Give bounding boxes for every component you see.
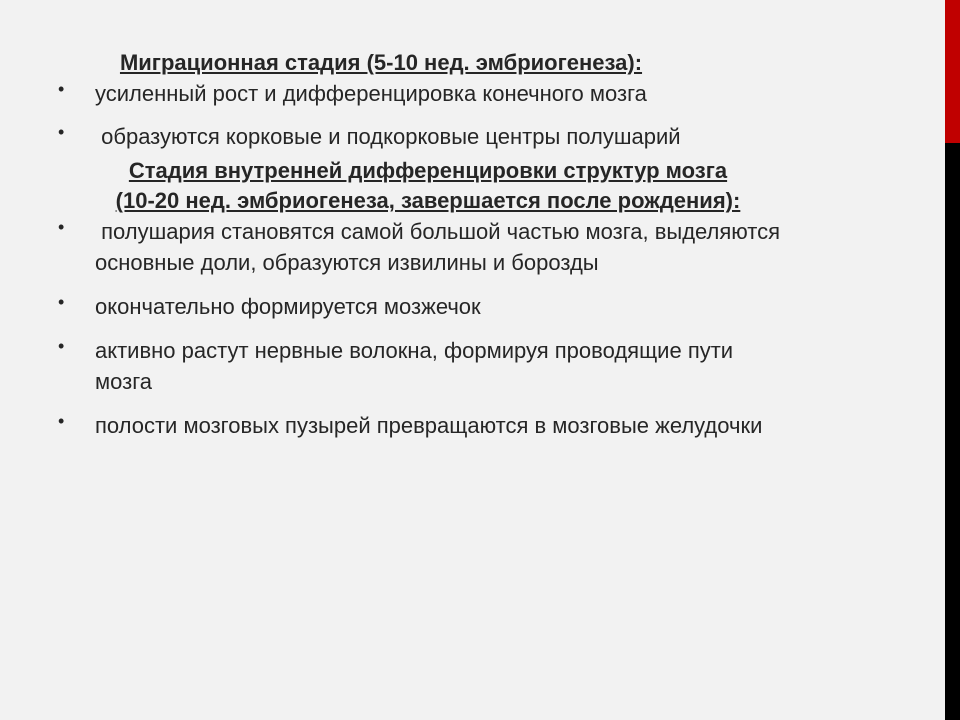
section2-heading-line2: (10-20 нед. эмбриогенеза, завершается после рождения): (115, 188, 741, 213)
bullet-icon: • (58, 336, 65, 356)
section2-list (55, 216, 855, 441)
list-item-text: окончательно формируется мозжечок (95, 294, 481, 319)
bullet-icon: • (58, 122, 65, 142)
list-item-text: активно растут нервные волокна, формируя проводящие пути мозга (95, 338, 734, 394)
list-item-text: полушария становятся самой большой частью мозга, выделяются основные доли, образуются извилины и борозды (95, 219, 787, 275)
section1-list (55, 78, 855, 152)
list-item (55, 291, 795, 322)
accent-bar-red (945, 0, 960, 143)
list-item (55, 410, 795, 441)
section2-heading (28, 156, 828, 216)
bullet-icon: • (58, 217, 65, 237)
section2-heading-line1: Стадия внутренней дифференцировки структур мозга (128, 158, 728, 183)
section1-heading: Миграционная стадия (5-10 нед. эмбриогенеза): (119, 50, 643, 75)
list-item-text: полости мозговых пузырей превращаются в мозговые желудочки (95, 413, 763, 438)
list-item (55, 78, 795, 109)
bullet-icon: • (58, 292, 65, 312)
list-item-text: образуются корковые и подкорковые центры полушарий (95, 124, 681, 149)
list-item-text: усиленный рост и дифференцировка конечного мозга (95, 81, 647, 106)
list-item (55, 121, 795, 152)
list-item (55, 216, 785, 278)
bullet-icon: • (58, 79, 65, 99)
slide-content (55, 48, 855, 441)
bullet-icon: • (58, 411, 65, 431)
accent-bar-dark (945, 143, 960, 720)
list-item (55, 335, 795, 397)
